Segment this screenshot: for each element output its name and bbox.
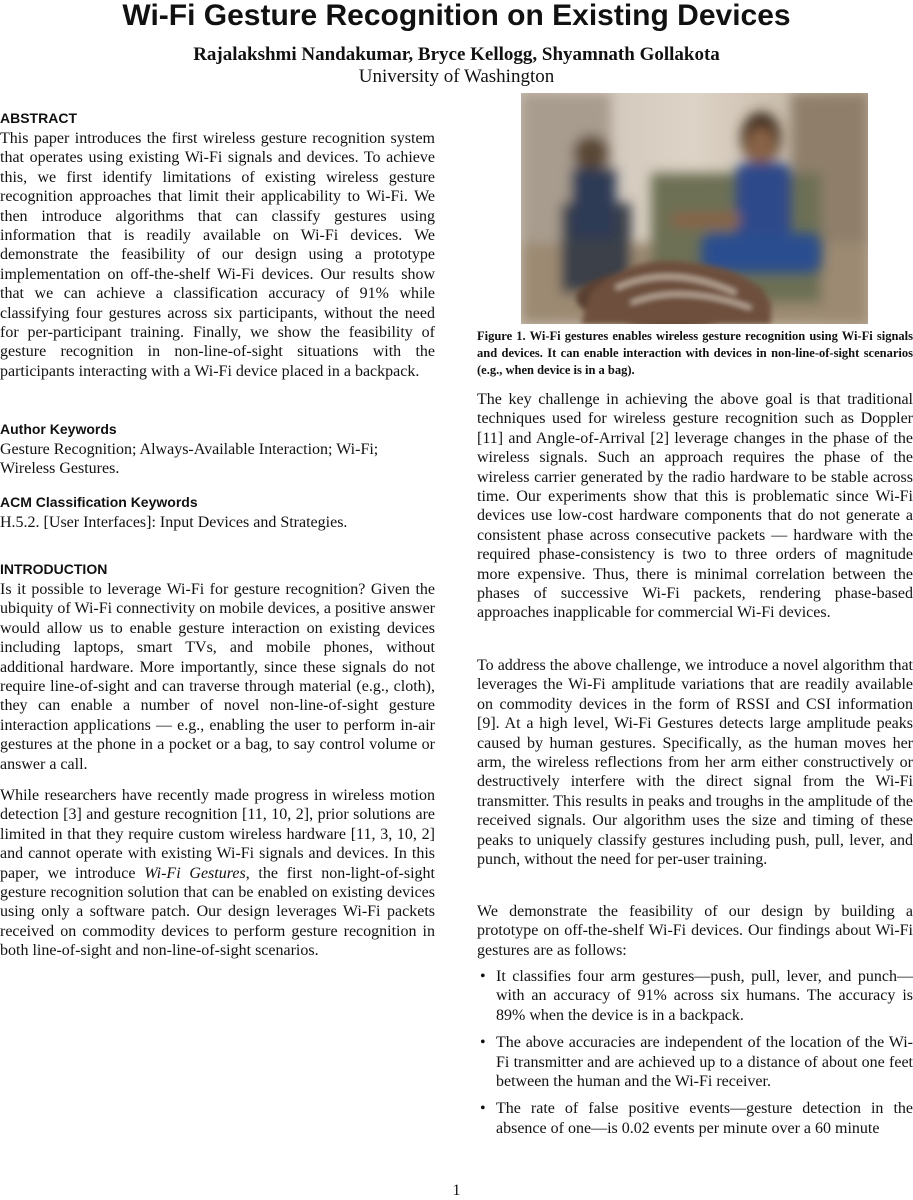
findings-text: The above accuracies are independent of the location of the Wi-Fi transmitter and are achieved up to a distance of about one feet between the human and the Wi-Fi receiver. [496, 1034, 913, 1091]
bullet-dot-icon: • [480, 1100, 486, 1118]
findings-text: The rate of false positive events—gesture detection in the absence of one—is 0.02 events per minute over a 60 minute [496, 1100, 913, 1137]
acm-keywords-text: H.5.2. [User Interfaces]: Input Devices and Strategies. [0, 514, 348, 531]
abstract-text: This paper introduces the first wireless gesture recognition system that operates using existing Wi-Fi signals and devices. To achieve this, we first identify limitations of existing wireless gesture recognition approaches that limit their applicability to Wi-Fi. We then introduce algorithms that can classify gestures using information that is readily available on Wi-Fi devices. We demonstrate the feasibility of our design using a prototype implementation on off-the-shelf Wi-Fi devices. Our results show that we can achieve a classification accuracy of 91% while classifying four gestures across six participants, without the need for per-participant training. Finally, we show the feasibility of gesture recognition in non-line-of-sight situations with the participants interacting with a Wi-Fi device placed in a backpack. [0, 130, 435, 380]
bullet-dot-icon: • [480, 968, 486, 985]
introduction-paragraph-1: Is it possible to leverage Wi-Fi for gesture recognition? Given the ubiquity of Wi-Fi connectivity on mobile devices, a positive answer would allow us to enable gesture interaction on existing devices including laptops, smart TVs, and mobile phones, without additional hardware. More importantly, since these signals do not require line-of-sight and can traverse through material (e.g., cloth), they can enable a number of novel non-line-of-sight gesture interaction applications — e.g., enabling the user to perform in-air gestures at the phone in a pocket or a bag, to say control volume or answer a call. [0, 581, 435, 773]
findings-list [477, 967, 913, 1146]
abstract-heading: ABSTRACT [0, 110, 77, 126]
acm-keywords-heading: ACM Classification Keywords [0, 494, 198, 510]
right-paragraph-2: To address the above challenge, we introduce a novel algorithm that leverages the Wi-Fi amplitude variations that are readily available on commodity devices in the form of RSSI and CSI information [9]. At a high level, Wi-Fi Gestures detects large amplitude peaks caused by human gestures. Specifically, as the human moves her arm, the wireless reflections from her arm either constructively or destructively interfere with the direct signal from the Wi-Fi transmitter. This results in peaks and troughs in the amplitude of the received signals. Our algorithm uses the size and timing of these peaks to uniquely classify gestures including push, pull, lever, and punch, without the need for per-user training. [477, 657, 913, 869]
right-paragraph-3: We demonstrate the feasibility of our design by building a prototype on off-the-shelf Wi-Fi devices. Our findings about Wi-Fi gestures are as follows: [477, 903, 913, 959]
author-keywords-heading: Author Keywords [0, 421, 117, 437]
affiliation: University of Washington [358, 66, 555, 87]
bullet-dot-icon: • [480, 1034, 486, 1052]
author-list: Rajalakshmi Nandakumar, Bryce Kellogg, Shyamnath Gollakota [193, 44, 720, 65]
findings-list-item [477, 967, 913, 1025]
photo-illustration [521, 93, 868, 324]
paper-title: Wi-Fi Gesture Recognition on Existing Devices [122, 0, 791, 32]
figure-1-caption: Figure 1. Wi-Fi gestures enables wireless gesture recognition using Wi-Fi signals and devices. It can enable interaction with devices in non-line-of-sight scenarios (e.g., when device is in a bag). [477, 329, 913, 377]
system-name: Wi-Fi Gestures [144, 864, 246, 882]
findings-list-item [477, 1033, 913, 1091]
author-keywords-text: Gesture Recognition; Always-Available Interaction; Wi-Fi; Wireless Gestures. [0, 441, 379, 478]
findings-text: It classifies four arm gestures—push, pull, lever, and punch—with an accuracy of 91% across six humans. The accuracy is 89% when the device is in a backpack. [496, 968, 913, 1024]
right-paragraph-1: The key challenge in achieving the above goal is that traditional techniques used for wireless gesture recognition such as Doppler [11] and Angle-of-Arrival [2] leverage changes in the phase of the wireless signals. Such an approach requires the phase of the wireless carrier generated by the radio hardware to be stable across time. Our experiments show that this is problematic since Wi-Fi devices use low-cost hardware components that do not generate a consistent phase across consecutive packets — hardware with the required phase-consistency is two to three orders of magnitude more expensive. Thus, there is minimal correlation between the phases of successive Wi-Fi packets, rendering phase-based approaches inapplicable for commercial Wi-Fi devices. [477, 391, 913, 622]
introduction-paragraph-2 [0, 786, 435, 961]
figure-1-photo [521, 93, 868, 324]
intro-p2-text-cont: , the first non-light-of-sight gesture recognition solution that can be enabled on existing devices using only a software patch. Our design leverages Wi-Fi packets received on commodity devices to perform gesture recognition in both line-of-sight and non-line-of-sight scenarios. [0, 864, 436, 960]
page-number: 1 [452, 1182, 461, 1199]
findings-list-item [477, 1099, 913, 1138]
intro-p2-text: While researchers have recently made progress in wireless motion detection [3] and gesture recognition [11, 10, 2], prior solutions are limited in that they require custom wireless hardware [11, 3, 10, 2] and cannot operate with existing Wi-Fi signals and devices. In this paper, we introduce [0, 787, 435, 882]
introduction-heading: INTRODUCTION [0, 561, 108, 577]
